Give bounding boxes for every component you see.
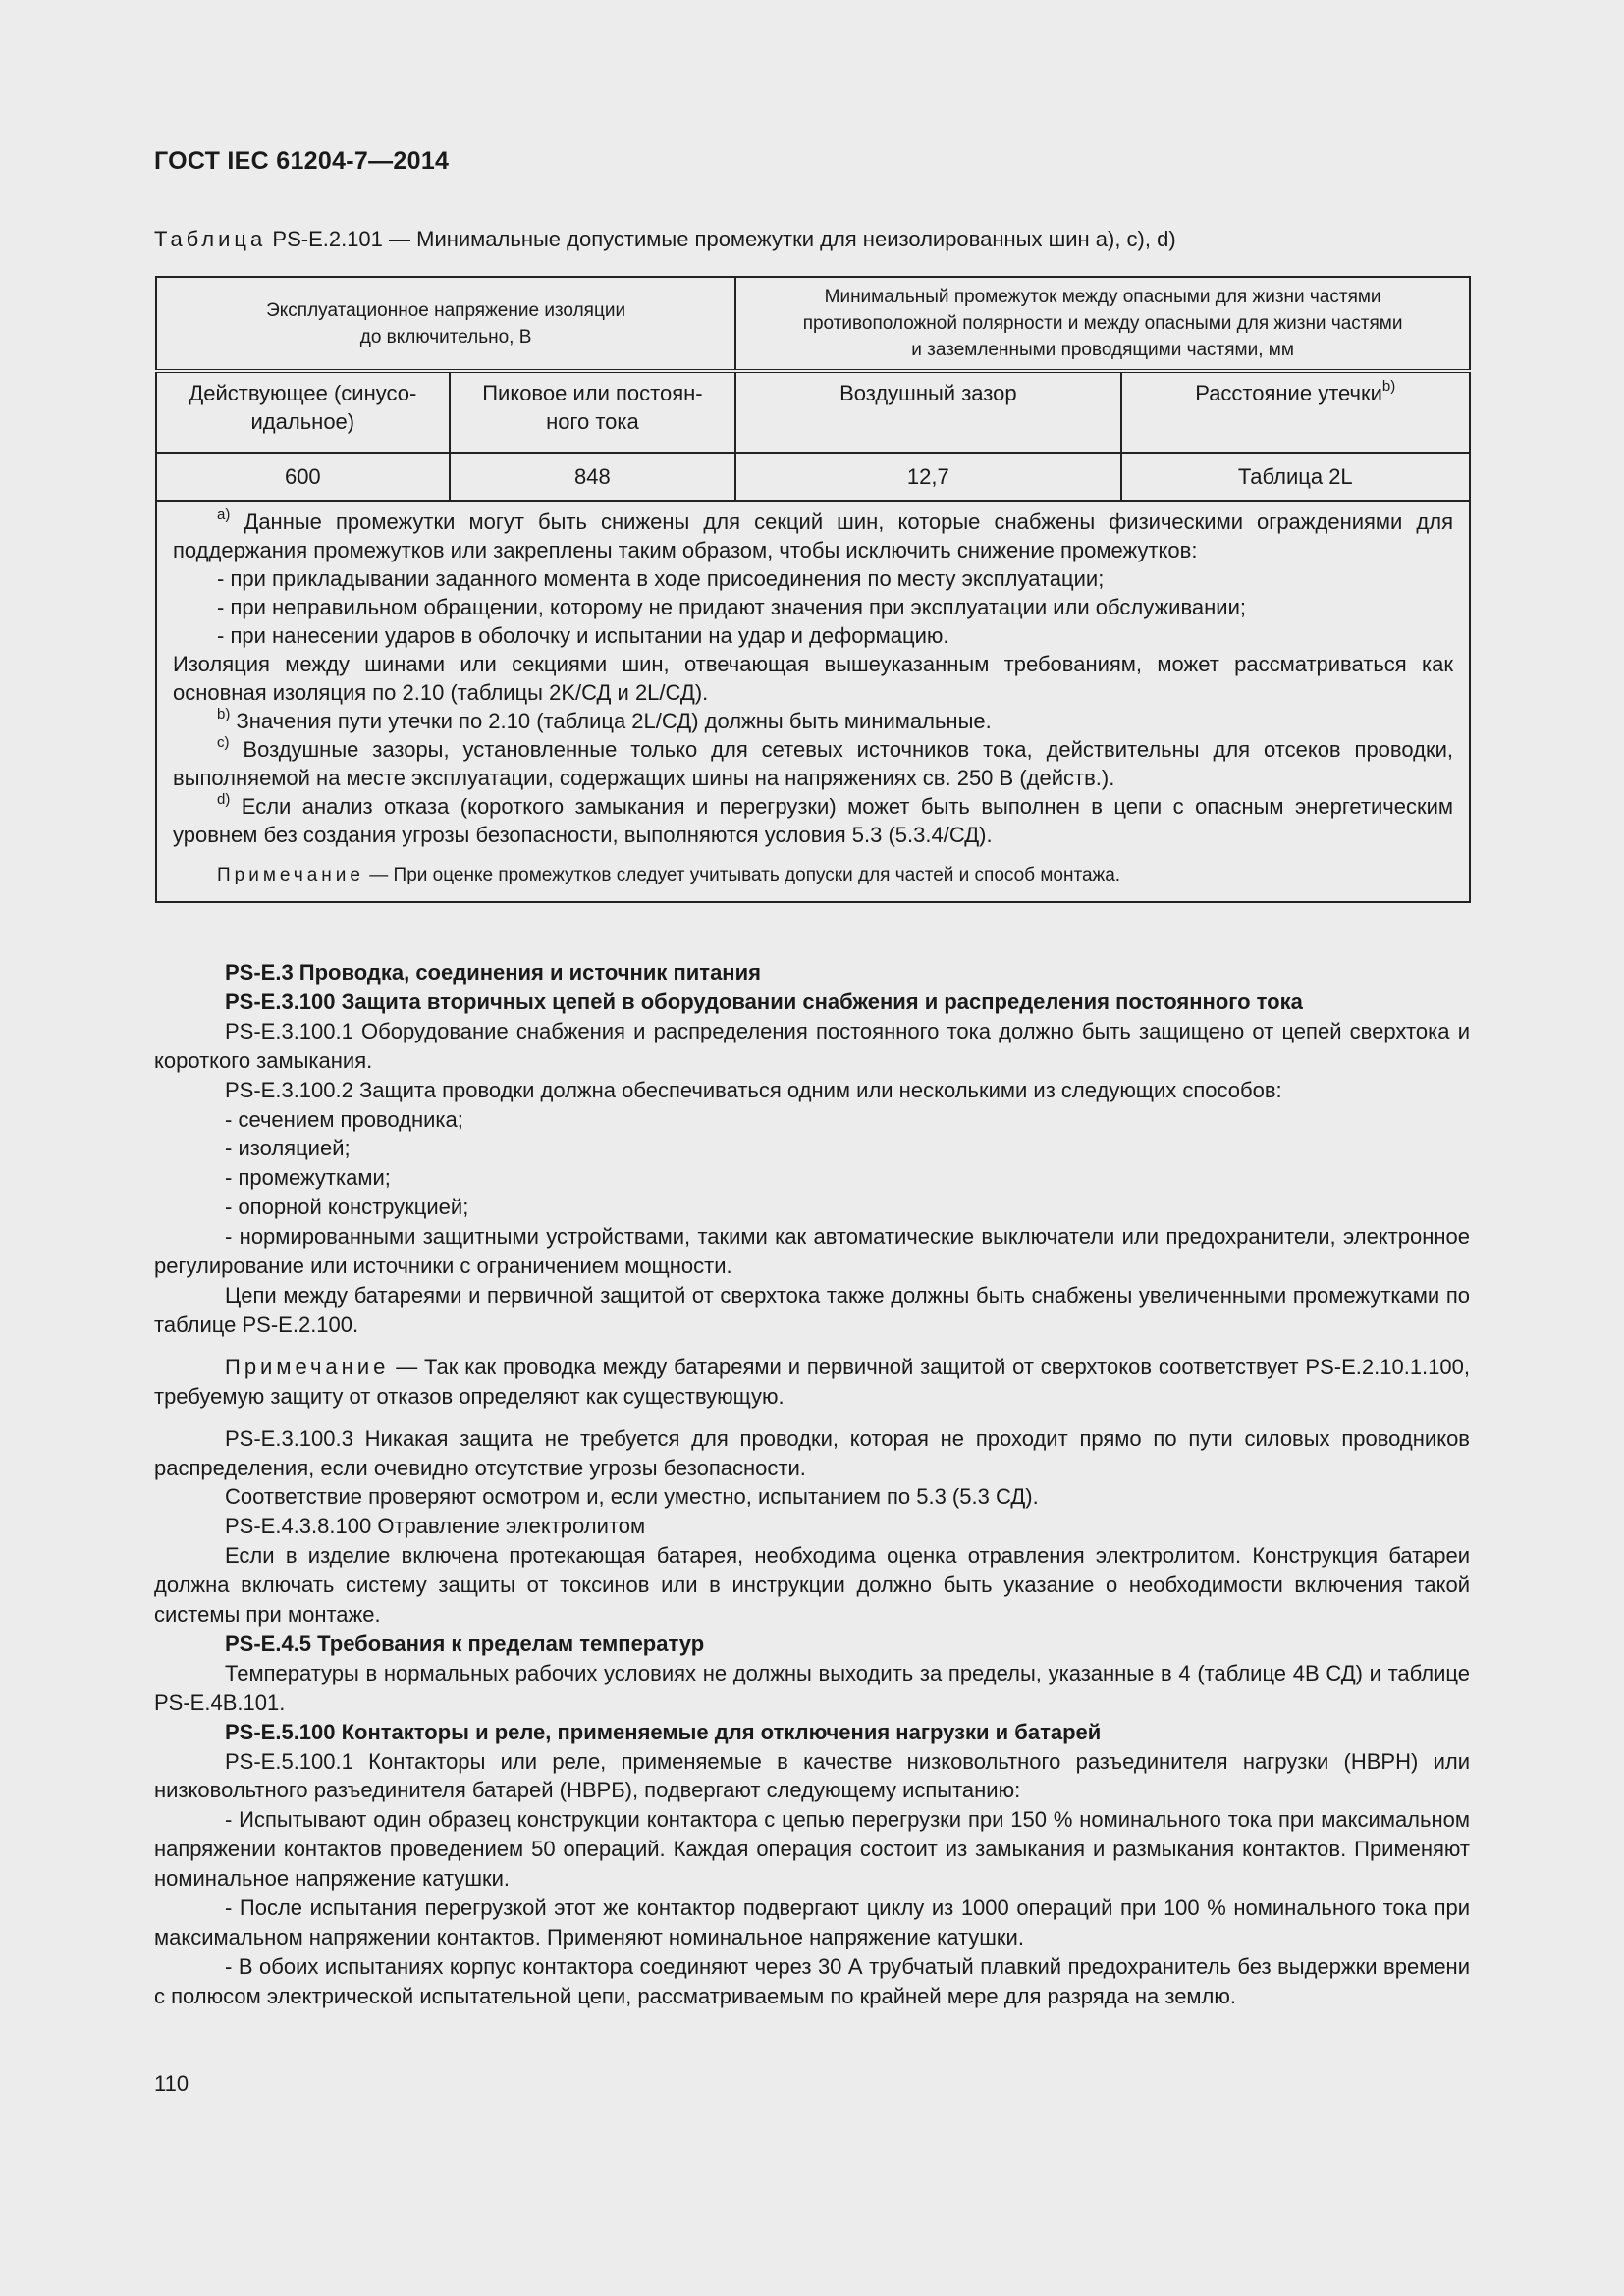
paragraph: PS-E.5.100.1 Контакторы или реле, применяемые в качестве низковольтного разъединителя нагрузки (НВРН) или низковольтного разъединителя батарей (НВРБ), подвергают следующему испытанию: <box>154 1748 1470 1803</box>
column-header-rms: Действующее (синусо- идальное) <box>156 371 450 453</box>
table-footnotes <box>156 501 1470 902</box>
list-item: - опорной конструкцией; <box>225 1195 469 1220</box>
table-caption <box>154 227 1470 252</box>
list-item: - промежутками; <box>225 1165 391 1191</box>
paragraph: PS-E.3.100.1 Оборудование снабжения и распределения постоянного тока должно быть защищено от цепей сверхтока и короткого замыкания. <box>154 1018 1470 1073</box>
footnote-c: $^{c)}$ Воздушные зазоры, установленные только для сетевых источников тока, действительны для отсеков проводки, выполняемой на месте эксплуатации, содержащих шины на напряжениях св. 250 В (действ.). <box>173 733 1453 790</box>
note: Примечание — Так как проводка между батареями и первичной защитой от сверхтоков соответствует PS-E.2.10.1.100, требуемую защиту от отказов определяют как существующую. <box>154 1354 1470 1409</box>
column-header-air-gap: Воздушный зазор <box>735 371 1120 453</box>
section-heading: PS-E.5.100 Контакторы и реле, применяемые для отключения нагрузки и батарей <box>225 1719 1102 1744</box>
table-caption-label: Таблица <box>154 227 267 251</box>
clearance-table <box>155 276 1471 903</box>
column-header-creepage: Расстояние утечки$^{b)}$ <box>1121 371 1470 453</box>
section-heading: PS-E.3 Проводка, соединения и источник питания <box>225 960 761 985</box>
table-note: Примечание — При оценке промежутков следует учитывать допуски для частей и способ монтажа. <box>217 865 1121 885</box>
page-number: 110 <box>154 2071 189 2096</box>
footnote-a-item: - при неправильном обращении, которому не придают значения при эксплуатации или обслуживании; <box>217 595 1246 619</box>
table-cell: Таблица 2L <box>1121 453 1470 501</box>
section-heading: PS-E.3.100 Защита вторичных цепей в оборудовании снабжения и распределения постоянного тока <box>225 988 1303 1014</box>
list-item: - Испытывают один образец конструкции контактора с цепью перегрузки при 150 % номинального тока при максимальном напряжении контактов проведением 50 операций. Каждая операция состоит из замыкания и размыкания контактов. Применяют номинальное напряжение катушки. <box>154 1807 1470 1892</box>
table-column-header-row <box>156 371 1470 453</box>
table-row <box>156 453 1470 501</box>
footnote-a-item: - при прикладывании заданного момента в ходе присоединения по месту эксплуатации; <box>217 566 1105 591</box>
table-cell: 848 <box>450 453 736 501</box>
list-item: - В обоих испытаниях корпус контактора соединяют через 30 А трубчатый плавкий предохранитель без выдержки времени с полюсом электрической испытательной цепи, рассматриваемым по крайней мере для разряда на землю. <box>154 1953 1470 2008</box>
table-caption-text: PS-E.2.101 — Минимальные допустимые промежутки для неизолированных шин a), c), d) <box>272 227 1176 251</box>
group-header-clearance: Минимальный промежуток между опасными для жизни частями противоположной полярности и между опасными для жизни частями и заземленными проводящими частями, мм <box>735 277 1470 371</box>
list-item: - После испытания перегрузкой этот же контактор подвергают циклу из 1000 операций при 100 % номинального тока при максимальном напряжении контактов. Применяют номинальное напряжение катушки. <box>154 1896 1470 1949</box>
table-cell: 600 <box>156 453 450 501</box>
footnote-a-tail: Изоляция между шинами или секциями шин, отвечающая вышеуказанным требованиям, может рассматриваться как основная изоляция по 2.10 (таблицы 2K/СД и 2L/СД). <box>173 652 1453 705</box>
list-item: - нормированными защитными устройствами, такими как автоматические выключатели или предохранители, электронное регулирование или источники с ограничением мощности. <box>154 1224 1470 1279</box>
footnote-b: $^{b)}$ Значения пути утечки по 2.10 (таблица 2L/СД) должны быть минимальные. <box>217 705 992 733</box>
paragraph: Соответствие проверяют осмотром и, если уместно, испытанием по 5.3 (5.3 СД). <box>225 1484 1039 1510</box>
list-item: - сечением проводника; <box>225 1106 463 1132</box>
paragraph: Если в изделие включена протекающая батарея, необходима оценка отравления электролитом. Конструкция батареи должна включать систему защиты от токсинов или в инструкции должно быть указание о необходимости включения такой системы при монтаже. <box>154 1543 1470 1628</box>
body-text <box>154 958 1470 2011</box>
table-cell: 12,7 <box>735 453 1120 501</box>
list-item: - изоляцией; <box>225 1136 351 1161</box>
section-heading: PS-E.4.5 Требования к пределам температур <box>225 1630 705 1656</box>
paragraph: PS-E.3.100.3 Никакая защита не требуется для проводки, которая не проходит прямо по пути силовых проводников распределения, если очевидно отсутствие угрозы безопасности. <box>154 1425 1470 1480</box>
column-header-peak: Пиковое или постоян- ного тока <box>450 371 736 453</box>
paragraph: Цепи между батареями и первичной защитой от сверхтока также должны быть снабжены увеличенными промежутками по таблице PS-E.2.100. <box>154 1282 1470 1337</box>
footnote-a-item: - при нанесении ударов в оболочку и испытании на удар и деформацию. <box>217 623 949 648</box>
paragraph: PS-E.4.3.8.100 Отравление электролитом <box>225 1514 646 1539</box>
table-footnotes-row <box>156 501 1470 902</box>
group-header-voltage: Эксплуатационное напряжение изоляции до включительно, В <box>156 277 735 371</box>
table-group-header-row <box>156 277 1470 371</box>
footnote-d: $^{d)}$ Если анализ отказа (короткого замыкания и перегрузки) может быть выполнен в цепи с опасным энергетическим уровнем без создания угрозы безопасности, выполняются условия 5.3 (5.3.4/СД). <box>173 790 1453 847</box>
footnote-a: $^{a)}$ Данные промежутки могут быть снижены для секций шин, которые снабжены физическими ограждениями для поддержания промежутков или закреплены таким образом, чтобы исключить снижение промежутков: <box>173 506 1453 562</box>
paragraph: PS-E.3.100.2 Защита проводки должна обеспечиваться одним или несколькими из следующих способов: <box>225 1077 1282 1102</box>
document-header: ГОСТ IEC 61204-7—2014 <box>154 147 450 175</box>
paragraph: Температуры в нормальных рабочих условиях не должны выходить за пределы, указанные в 4 (таблице 4B СД) и таблице PS-E.4B.101. <box>154 1660 1470 1715</box>
